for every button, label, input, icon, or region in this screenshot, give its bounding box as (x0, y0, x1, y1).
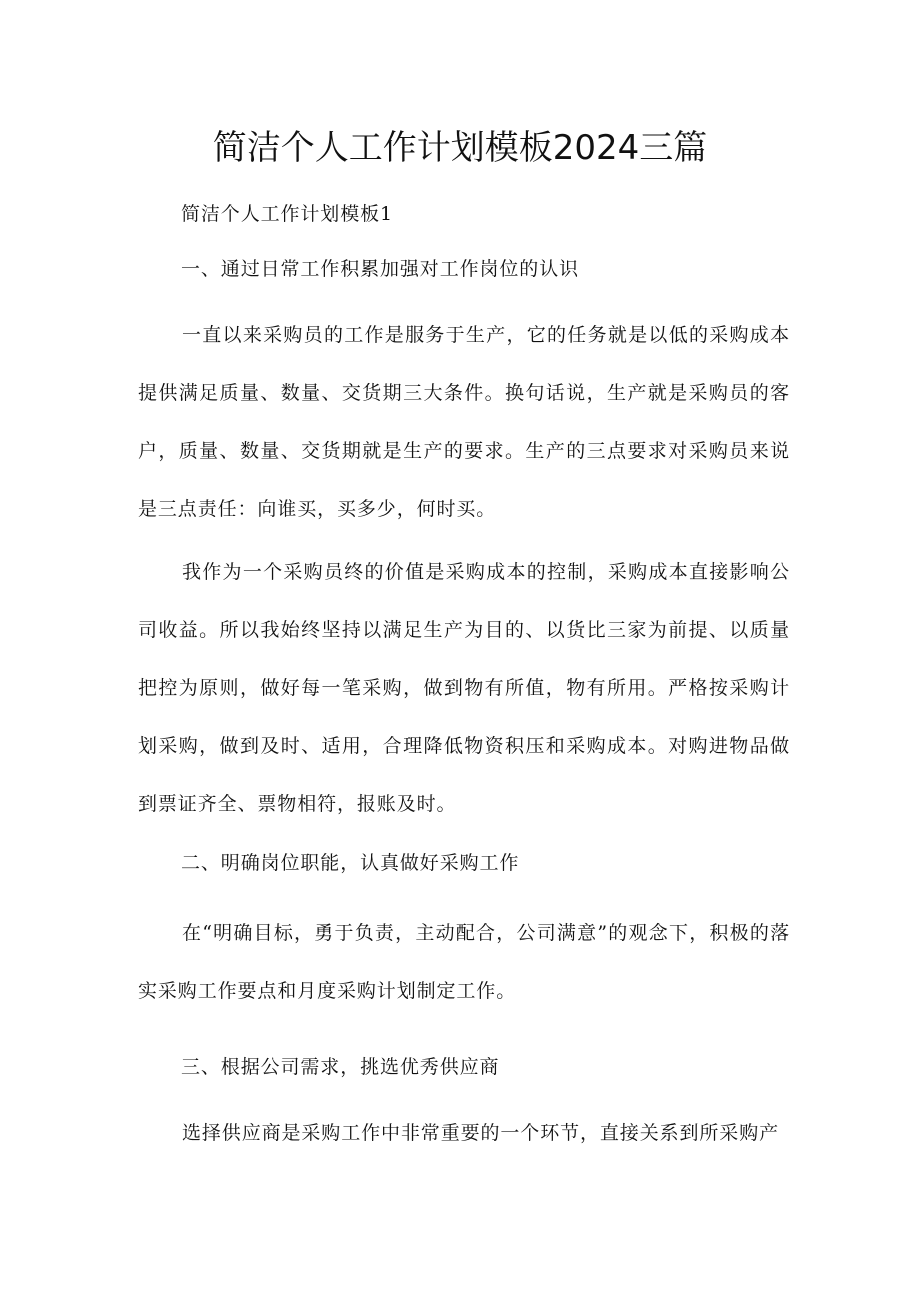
document-subtitle: 简洁个人工作计划模板1 (181, 203, 393, 225)
section-1-heading: 一、通过日常工作积累加强对工作岗位的认识 (181, 258, 580, 280)
section-1-paragraph-1: 一直以来采购员的工作是服务于生产，它的任务就是以低的采购成本提供满足质量、数量、交货期三大条件。换句话说，生产就是采购员的客户，质量、数量、交货期就是生产的要求。生产的三点要求对采购员来说是三点责任：向谁买，买多少，何时买。 (138, 324, 790, 520)
section-1-paragraph-2: 我作为一个采购员终的价值是采购成本的控制，采购成本直接影响公司收益。所以我始终坚持以满足生产为目的、以货比三家为前提、以质量把控为原则，做好每一笔采购，做到物有所值，物有所用。严格按采购计划采购，做到及时、适用，合理降低物资积压和采购成本。对购进物品做到票证齐全、票物相符，报账及时。 (138, 561, 790, 815)
section-2-heading: 二、明确岗位职能，认真做好采购工作 (181, 852, 520, 874)
section-3-heading: 三、根据公司需求，挑选优秀供应商 (181, 1056, 500, 1078)
section-2-paragraph-1: 在“明确目标，勇于负责，主动配合，公司满意”的观念下，积极的落实采购工作要点和月度采购计划制定工作。 (138, 922, 790, 1002)
section-3-paragraph-1: 选择供应商是采购工作中非常重要的一个环节，直接关系到所采购产 (182, 1122, 780, 1144)
document-title: 简洁个人工作计划模板2024三篇 (212, 128, 708, 168)
